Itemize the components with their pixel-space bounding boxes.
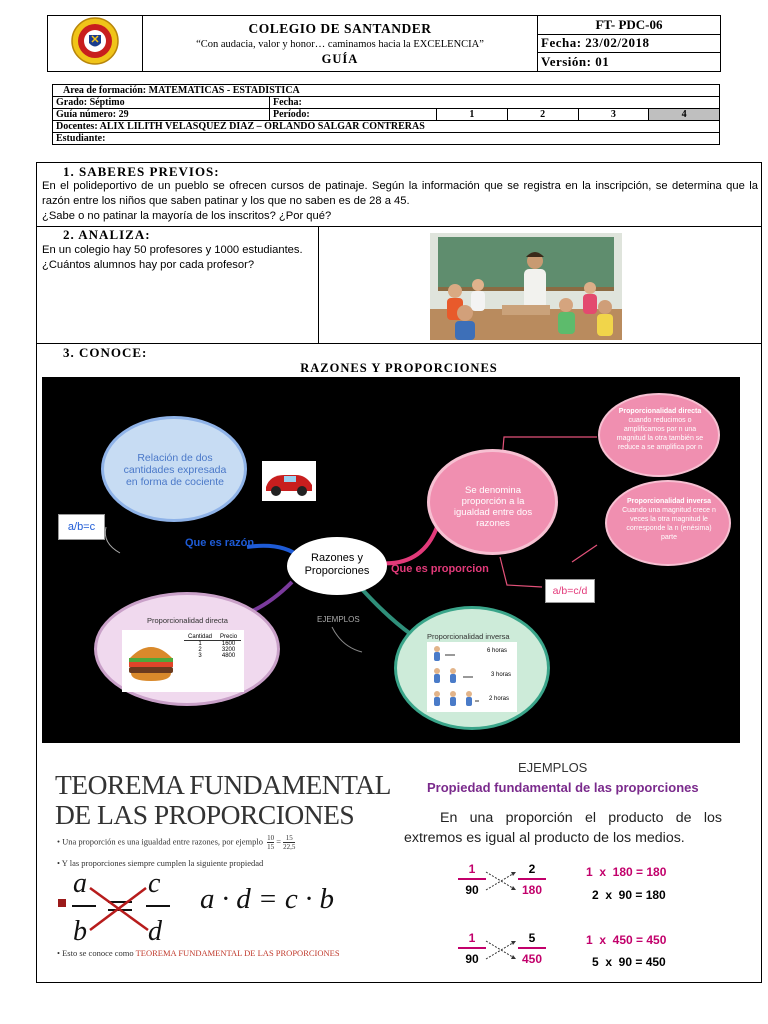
inversa-example-box — [427, 642, 517, 712]
classroom-photo — [430, 233, 622, 340]
proporcion-label: Que es proporcion — [391, 563, 489, 575]
area-field: Area de formación: MATEMATICAS - ESTADÍSTICA — [53, 85, 720, 97]
teorema-title-line1: TEOREMA FUNDAMENTAL — [55, 769, 391, 800]
directa-definition-body: cuando reducimos o amplificamos por n una magnitud la otra también se reduce a se amplifica por n — [616, 417, 704, 451]
ejemplos-title: EJEMPLOS — [518, 760, 588, 775]
proporcion-definition: Se denomina proporción a la igualdad entre dos razones — [453, 485, 533, 529]
fraction-numerator: 10 — [267, 834, 275, 842]
price-table — [184, 634, 241, 659]
conoce-title: 3. CONOCE: — [63, 345, 148, 360]
table-cell: 1 — [198, 641, 202, 647]
grade-field: Grado: Séptimo — [53, 97, 270, 109]
teorema-bullet-3 — [57, 948, 340, 958]
teachers-field: Docentes: ALIX LILITH VELASQUEZ DIAZ – ORLANDO SALGAR CONTRERAS — [53, 121, 720, 133]
table-cell: 3200 — [221, 647, 236, 653]
ejemplos-subtitle: Propiedad fundamental de las proporciones — [427, 780, 699, 795]
info-table — [52, 84, 720, 145]
period-3: 3 — [578, 109, 649, 121]
svg-text:c: c — [148, 868, 161, 899]
saberes-paragraph — [42, 179, 758, 224]
fraction-denominator: 15 — [267, 843, 275, 851]
saberes-title: 1. SABERES PREVIOS: — [63, 164, 220, 179]
teorema-bullet-3-highlight: TEOREMA FUNDAMENTAL DE LAS PROPORCIONES — [135, 948, 340, 958]
school-title-cell — [143, 16, 538, 72]
analiza-question: ¿Cuántos alumnos hay por cada profesor? — [42, 259, 255, 271]
conoce-subtitle: RAZONES Y PROPORCIONES — [300, 361, 498, 375]
razon-label: Que es razón — [185, 537, 255, 549]
razon-definition: Relación de dos cantidades expresada en forma de cociente — [123, 452, 227, 488]
teorema-bullet-3-prefix: • Esto se conoce como — [57, 948, 136, 958]
horas-1: 6 horas — [487, 648, 508, 654]
saberes-statement: En el polideportivo de un pueblo se ofrecen cursos de patinaje. Según la información que se registra en la inscripción, se determina que la razón entre los niños que saben patinar y los que no saben es de 28 a 45. — [42, 180, 758, 207]
school-seal-logo — [68, 16, 122, 66]
directa-example-box — [122, 630, 244, 692]
saberes-question: ¿Sabe o no patinar la mayoría de los inscritos? ¿Por qué? — [42, 210, 332, 222]
example-1-a: 1 — [458, 862, 486, 880]
guide-number-field: Guía número: 29 — [53, 109, 270, 121]
document-version: Versión: 01 — [538, 53, 721, 72]
directa-example-title: Proporcionalidad directa — [147, 616, 228, 625]
teorema-bullet-1-text: • Una proporción es una igualdad entre razones, por ejemplo — [57, 836, 263, 847]
car-illustration — [262, 461, 316, 501]
inversa-definition-text — [621, 497, 717, 542]
inversa-definition-title: Proporcionalidad inversa — [626, 498, 712, 505]
period-1: 1 — [437, 109, 508, 121]
teorema-bullet-1: • Una proporción es una igualdad entre razones, por ejemplo $\frac{10}{15}$ = $\frac{15}{22,5}$ — [57, 834, 296, 851]
razon-formula: a/b=c — [58, 514, 105, 540]
hamburger-icon — [126, 638, 176, 684]
proporcion-formula: a/b=c/d — [545, 579, 595, 603]
analiza-paragraph — [42, 243, 314, 273]
fraction-15-22 — [283, 834, 295, 851]
inversa-definition-body: Cuando una magnitud crece n veces la otra magnitud le corresponde la n (enésima) parte — [622, 507, 716, 541]
teorema-title-line2: DE LAS PROPORCIONES — [55, 799, 355, 830]
table-header-cantidad: Cantidad — [184, 634, 216, 641]
cross-multiplication-diagram — [68, 868, 178, 948]
workers-illustration — [429, 644, 481, 710]
student-field: Estudiante: — [53, 133, 720, 145]
fraction-10-15 — [267, 834, 274, 851]
svg-text:b: b — [73, 916, 87, 947]
document-code: FT- PDC-06 — [538, 16, 721, 35]
example-2-d: 450 — [521, 952, 543, 966]
example-2-fraction-left — [458, 931, 486, 966]
mind-map — [42, 377, 740, 743]
svg-text:d: d — [148, 916, 162, 947]
analiza-statement: En un colegio hay 50 profesores y 1000 estudiantes. — [42, 244, 303, 256]
analiza-section — [36, 226, 762, 344]
horas-3: 2 horas — [489, 696, 510, 702]
bullet-square-icon — [58, 899, 66, 907]
horas-2: 3 horas — [491, 672, 512, 678]
saberes-previos-section — [36, 162, 762, 227]
example-2-b: 90 — [465, 952, 479, 966]
example-1-fraction-right — [518, 862, 546, 897]
school-motto: “Con audacia, valor y honor… caminamos hacia la EXCELENCIA” — [196, 38, 484, 50]
fraction-numerator: 15 — [283, 834, 295, 843]
example-2-a: 1 — [458, 931, 486, 949]
fraction-denominator: 22,5 — [283, 843, 296, 851]
table-row — [184, 653, 241, 659]
example-2-cross-arrows — [484, 937, 520, 963]
example-2-c: 5 — [518, 931, 546, 949]
center-label: Razones y Proporciones — [304, 552, 370, 577]
period-4: 4 — [649, 109, 720, 121]
example-1-d: 180 — [521, 883, 543, 897]
table-cell: 3 — [198, 653, 202, 659]
example-2-line1: 1 x 450 = 450 — [586, 933, 667, 947]
table-cell: 4800 — [221, 653, 236, 659]
example-2-line2: 5 x 90 = 450 — [592, 955, 666, 969]
column-divider — [318, 227, 319, 343]
teorema-bullet-2: • Y las proporciones siempre cumplen la siguiente propiedad — [57, 858, 264, 868]
example-1-c: 2 — [518, 862, 546, 880]
document-type: GUÍA — [321, 51, 359, 66]
example-1-line2: 2 x 90 = 180 — [592, 888, 666, 902]
inversa-example-title: Proporcionalidad inversa — [427, 632, 510, 641]
example-1-line1: 1 x 180 = 180 — [586, 865, 667, 879]
teorema-title — [55, 770, 391, 830]
example-1-cross-arrows — [484, 868, 520, 894]
header-table — [47, 15, 721, 72]
analiza-title: 2. ANALIZA: — [63, 227, 151, 242]
logo-cell — [48, 16, 143, 72]
school-name: COLEGIO DE SANTANDER — [248, 20, 432, 36]
teorema-formula: a · d = c · b — [200, 883, 334, 915]
example-1-fraction-left — [458, 862, 486, 897]
table-header-precio: Precio — [216, 634, 241, 641]
directa-definition-title: Proporcionalidad directa — [618, 408, 702, 415]
table-cell: 1600 — [221, 641, 236, 647]
svg-text:a: a — [73, 868, 87, 899]
period-2: 2 — [507, 109, 578, 121]
ejemplos-explanation: En una proporción el producto de los extremos es igual al producto de los medios. — [404, 810, 722, 846]
mindmap-ejemplos-label: EJEMPLOS — [317, 615, 360, 624]
period-field: Período: — [270, 109, 437, 121]
date-field: Fecha: — [270, 97, 720, 109]
directa-definition-text — [614, 407, 706, 452]
example-1-b: 90 — [465, 883, 479, 897]
table-cell: 2 — [198, 647, 202, 653]
example-2-fraction-right — [518, 931, 546, 966]
document-date: Fecha: 23/02/2018 — [538, 34, 721, 53]
